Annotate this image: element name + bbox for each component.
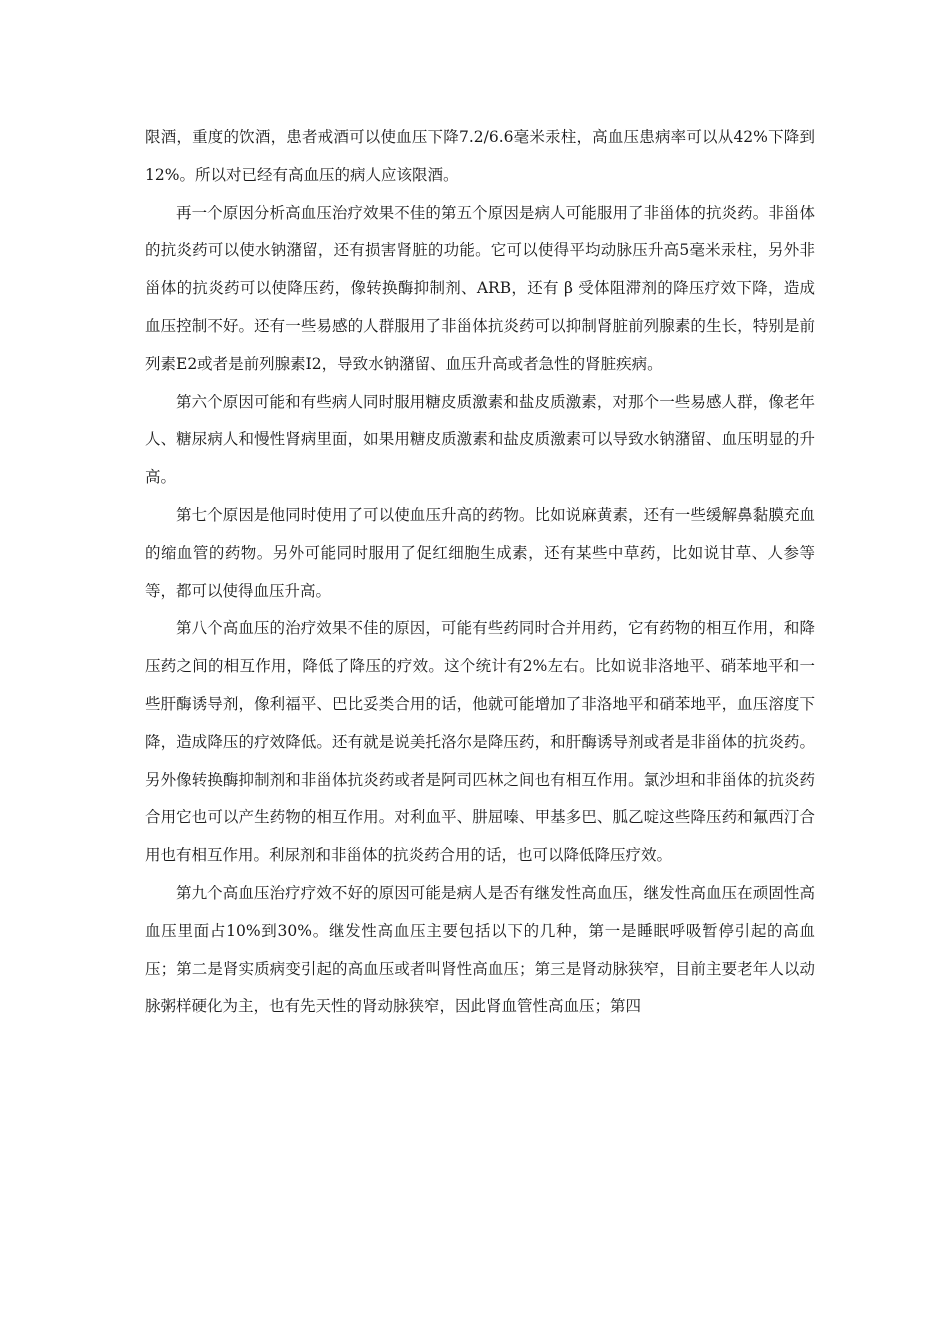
paragraph-2: 再一个原因分析高血压治疗效果不佳的第五个原因是病人可能服用了非甾体的抗炎药。非甾体的抗炎药可以使水钠潴留，还有损害肾脏的功能。它可以使得平均动脉压升高5毫米汞柱，另外非甾体的抗炎药可以使降压药，像转换酶抑制剂、ARB，还有 β 受体阻滞剂的降压疗效下降，造成血压控制不好。还有一些易感的人群服用了非甾体抗炎药可以抑制肾脏前列腺素的生长，特别是前列素E2或者是前列腺素I2，导致水钠潴留、血压升高或者急性的肾脏疾病。 [145,203,815,373]
paragraph-3: 第六个原因可能和有些病人同时服用糖皮质激素和盐皮质激素，对那个一些易感人群，像老年人、糖尿病人和慢性肾病里面，如果用糖皮质激素和盐皮质激素可以导致水钠潴留、血压明显的升高。 [145,392,815,487]
paragraph-6: 第九个高血压治疗疗效不好的原因可能是病人是否有继发性高血压，继发性高血压在顽固性高血压里面占10%到30%。继发性高血压主要包括以下的几种，第一是睡眠呼吸暂停引起的高血压；第二是肾实质病变引起的高血压或者叫肾性高血压；第三是肾动脉狭窄，目前主要老年人以动脉粥样硬化为主，也有先天性的肾动脉狭窄，因此肾血管性高血压；第四 [145,883,815,1016]
paragraph-1: 限酒，重度的饮酒，患者戒酒可以使血压下降7.2/6.6毫米汞柱，高血压患病率可以从42%下降到12%。所以对已经有高血压的病人应该限酒。 [145,128,815,184]
document-body [145,119,815,1026]
paragraph-5: 第八个高血压的治疗效果不佳的原因，可能有些药同时合并用药，它有药物的相互作用，和降压药之间的相互作用，降低了降压的疗效。这个统计有2%左右。比如说非洛地平、硝苯地平和一些肝酶诱导剂，像利福平、巴比妥类合用的话，他就可能增加了非洛地平和硝苯地平，血压溶度下降，造成降压的疗效降低。还有就是说美托洛尔是降压药，和肝酶诱导剂或者是非甾体的抗炎药。另外像转换酶抑制剂和非甾体抗炎药或者是阿司匹林之间也有相互作用。氯沙坦和非甾体的抗炎药合用它也可以产生药物的相互作用。对利血平、肼屈嗪、甲基多巴、胍乙啶这些降压药和氟西汀合用也有相互作用。利尿剂和非甾体的抗炎药合用的话，也可以降低降压疗效。 [145,619,815,865]
paragraph-4: 第七个原因是他同时使用了可以使血压升高的药物。比如说麻黄素，还有一些缓解鼻黏膜充血的缩血管的药物。另外可能同时服用了促红细胞生成素，还有某些中草药，比如说甘草、人参等等，都可以使得血压升高。 [145,505,815,600]
